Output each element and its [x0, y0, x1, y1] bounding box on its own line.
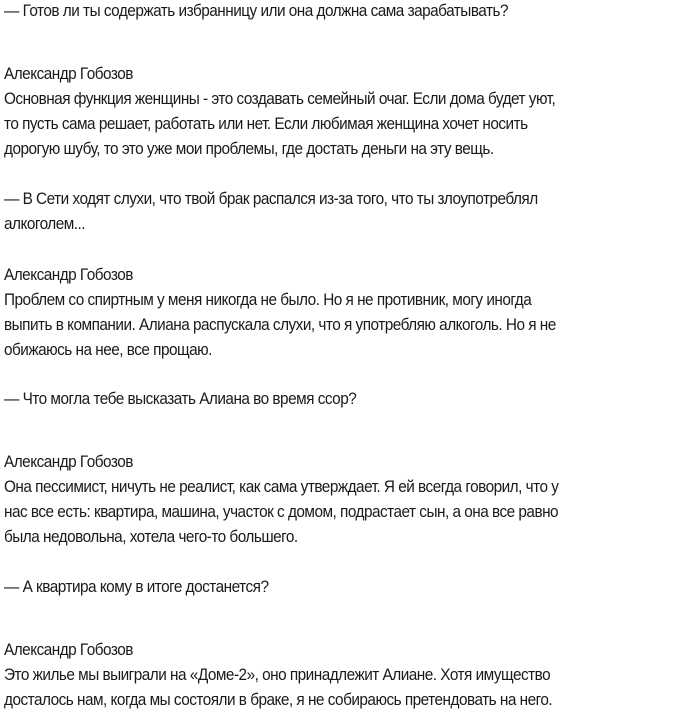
spacer [4, 412, 694, 437]
spacer [4, 600, 694, 625]
speaker-name: Александр Гобозов [4, 641, 133, 659]
answer-4-line-1: Это жилье мы выиграли на «Доме-2», оно принадлежит Алиане. Хотя имущество [4, 666, 551, 684]
answer-1-line-3: дорогую шубу, то это уже мои проблемы, где достать деньги на эту вещь. [4, 140, 494, 158]
spacer [4, 162, 694, 187]
answer-3-line-1: Она пессимист, ничуть не реалист, как сама утверждает. Я ей всегда говорил, что у [4, 478, 559, 496]
question-2-line-1: — В Сети ходят слухи, что твой брак распался из-за того, что ты злоупотреблял [4, 190, 538, 208]
question-1: — Готов ли ты содержать избранницу или она должна сама зарабатывать? [4, 2, 509, 20]
speaker-name: Александр Гобозов [4, 65, 133, 83]
spacer [4, 237, 694, 262]
speaker-name: Александр Гобозов [4, 453, 133, 471]
speaker-name: Александр Гобозов [4, 266, 133, 284]
question-3: — Что могла тебе высказать Алиана во время ссор? [4, 390, 357, 408]
answer-2-line-1: Проблем со спиртным у меня никогда не было. Но я не противник, могу иногда [4, 291, 532, 309]
answer-3-line-3: была недовольна, хотела чего-то большего. [4, 528, 298, 546]
answer-1-line-1: Основная функция женщины - это создавать семейный очаг. Если дома будет уют, [4, 90, 556, 108]
answer-2-line-2: выпить в компании. Алиана распускала слухи, что я употребляю алкоголь. Но я не [4, 316, 556, 334]
answer-3-line-2: нас все есть: квартира, машина, участок с домом, подрастает сын, а она все равно [4, 503, 559, 521]
spacer [4, 550, 694, 575]
question-4: — А квартира кому в итоге достанется? [4, 578, 269, 596]
spacer [4, 24, 694, 49]
answer-2-line-3: обижаюсь на нее, все прощаю. [4, 341, 212, 359]
answer-4-line-2: досталось нам, когда мы состояли в браке, я не собираюсь претендовать на него. [4, 691, 553, 709]
question-2-line-2: алкоголем... [4, 215, 86, 233]
interview-article [4, 0, 694, 713]
spacer [4, 363, 694, 387]
answer-1-line-2: то пусть сама решает, работать или нет. Если любимая женщина хочет носить [4, 115, 528, 133]
